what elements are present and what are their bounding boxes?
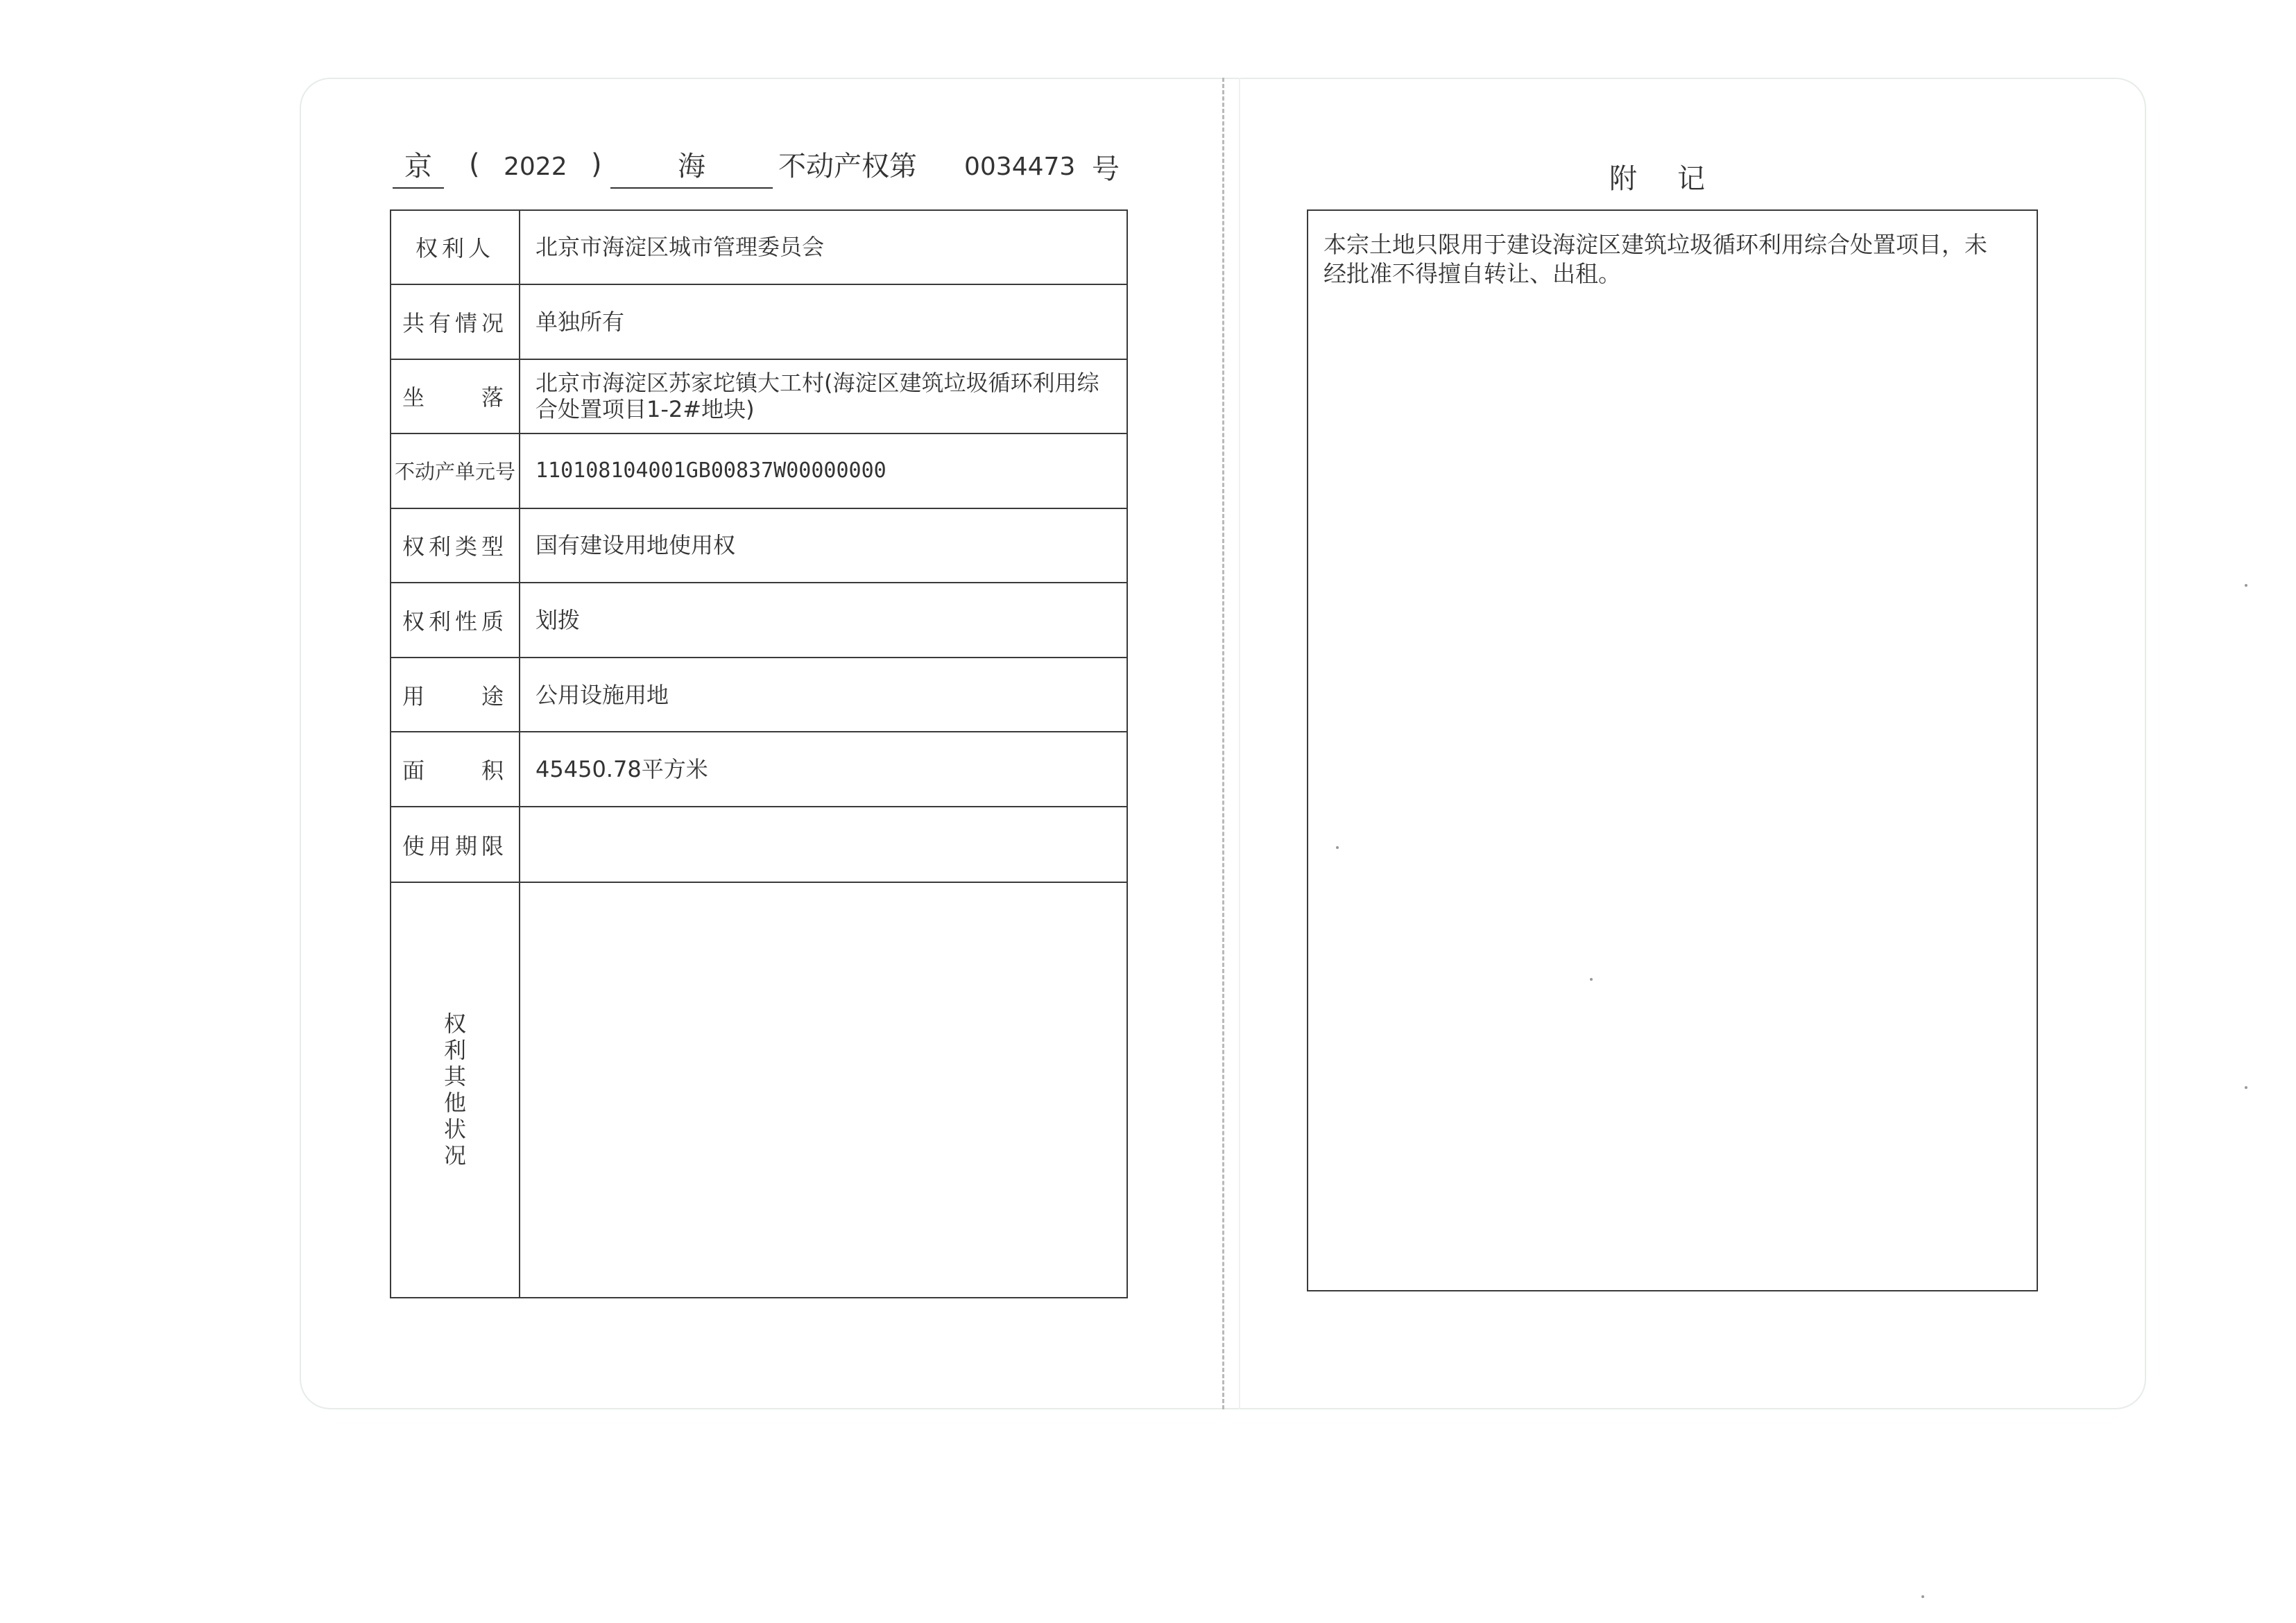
row-value: 公用设施用地	[520, 658, 1127, 732]
scan-speck	[2245, 1086, 2247, 1089]
label-char: 状	[443, 1116, 466, 1143]
table-row	[391, 210, 1127, 284]
header-suffix: 号	[1092, 153, 1120, 185]
scan-speck	[2245, 584, 2247, 587]
row-label: 不动产单元号	[391, 433, 520, 509]
other-status-value	[520, 882, 1127, 1298]
label-char: 利	[443, 1037, 466, 1064]
label-char: 权	[443, 1011, 466, 1038]
table-row	[391, 583, 1127, 658]
table-row	[391, 732, 1127, 807]
header-cert-number: 0034473	[964, 153, 1076, 181]
scan-speck	[1590, 978, 1593, 981]
label-char: 况	[443, 1142, 466, 1169]
row-value: 北京市海淀区城市管理委员会	[520, 210, 1127, 284]
row-label: 共有情况	[391, 284, 520, 360]
vertical-label	[443, 1011, 468, 1169]
row-label: 使用期限	[391, 807, 520, 882]
row-value: 45450.78平方米	[520, 732, 1127, 807]
row-label: 权利人	[391, 210, 520, 284]
row-label: 权利性质	[391, 583, 520, 658]
label-char: 他	[443, 1090, 466, 1117]
header-cert-label: 不动产权第	[778, 151, 917, 182]
header-year: 2022	[504, 153, 567, 181]
scan-speck	[1336, 846, 1339, 849]
row-value: 北京市海淀区苏家坨镇大工村(海淀区建筑垃圾循环利用综合处置项目1-2#地块)	[520, 359, 1127, 433]
certificate-header	[393, 144, 1128, 200]
row-label: 权利类型	[391, 508, 520, 583]
row-label: 面 积	[391, 732, 520, 807]
label-char: 其	[443, 1063, 466, 1090]
table-row	[391, 658, 1127, 732]
header-prefix: 京	[393, 144, 444, 189]
header-paren-close: )	[591, 148, 602, 180]
row-value: 划拨	[520, 583, 1127, 658]
row-value: 单独所有	[520, 284, 1127, 360]
table-row	[391, 284, 1127, 360]
fuji-text: 本宗土地只限用于建设海淀区建筑垃圾循环利用综合处置项目，未经批准不得擅自转让、出租。	[1323, 231, 1987, 287]
fuji-title: 附记	[1609, 163, 1745, 195]
row-value: 国有建设用地使用权	[520, 508, 1127, 583]
table-row	[391, 508, 1127, 583]
row-label: 用 途	[391, 658, 520, 732]
table-row	[391, 433, 1127, 509]
binding-spine	[1222, 78, 1224, 1409]
page-divider	[1239, 78, 1240, 1409]
scan-speck	[1921, 1595, 1924, 1598]
fuji-box	[1307, 209, 2038, 1291]
table-row	[391, 807, 1127, 882]
row-value	[520, 807, 1127, 882]
registration-table	[390, 209, 1128, 1298]
row-value: 110108104001GB00837W00000000	[520, 433, 1127, 509]
header-paren-open: (	[469, 148, 480, 180]
table-row	[391, 359, 1127, 433]
table-row-other-status	[391, 882, 1127, 1298]
other-status-label	[391, 882, 520, 1298]
row-label: 坐 落	[391, 359, 520, 433]
header-district: 海	[610, 144, 773, 189]
